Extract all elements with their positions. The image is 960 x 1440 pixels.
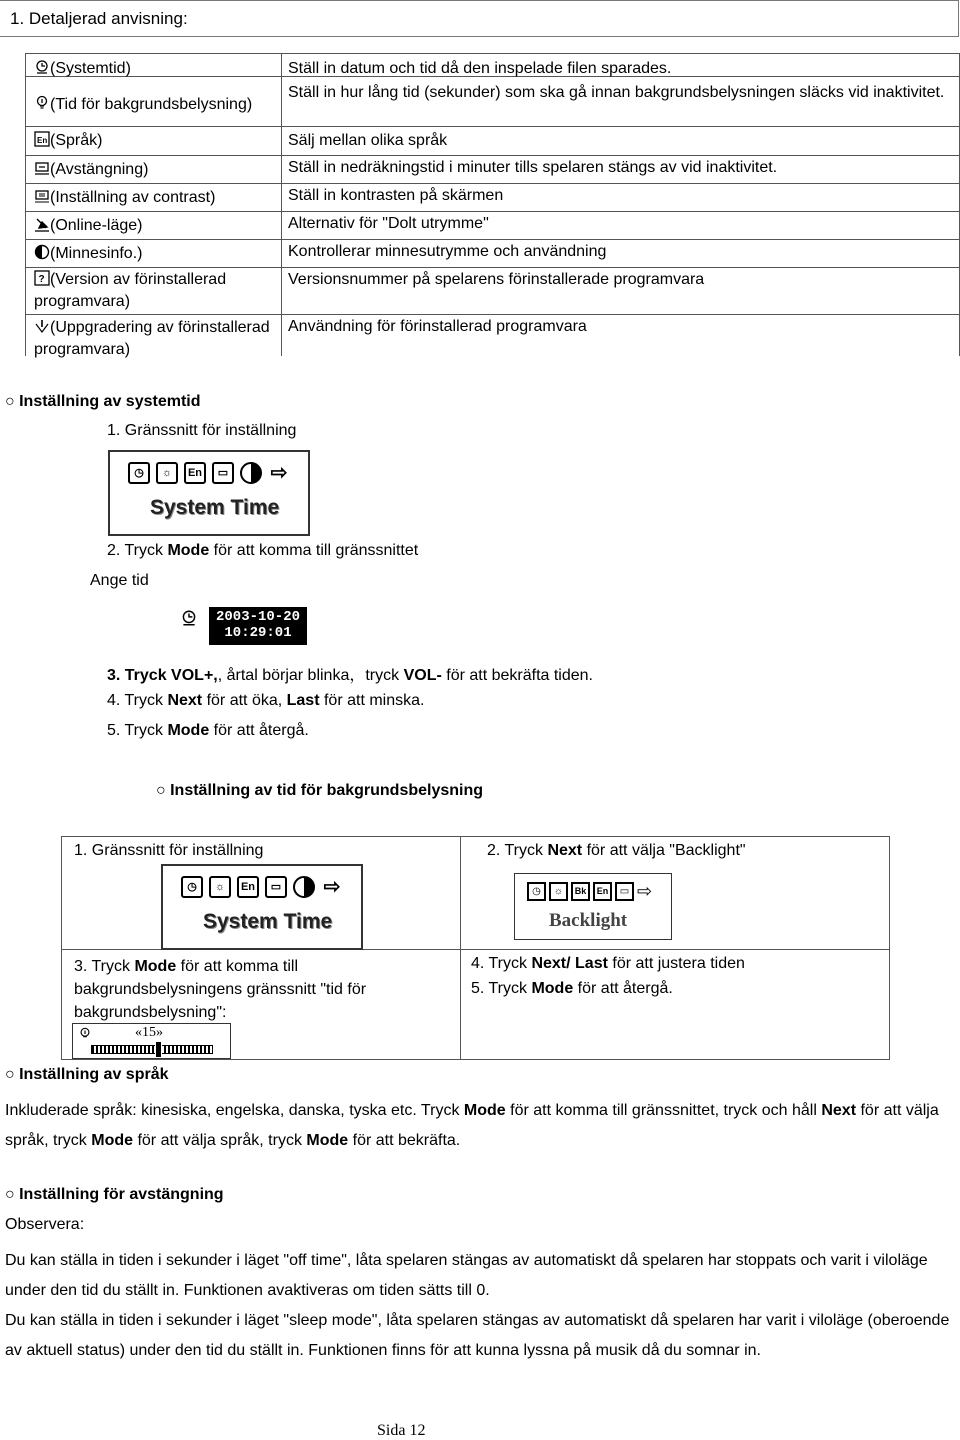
lcd-screenshot: [108, 450, 310, 536]
bk-icon: Bk: [571, 882, 590, 901]
column-divider: [281, 54, 282, 356]
row-label-upgrade: (Uppgradering av förinstallerad programvara): [34, 319, 270, 358]
section-heading-backlight: ○ Inställning av tid för bakgrundsbelysning: [156, 782, 484, 799]
lcd-datetime-display: [209, 607, 307, 645]
row-label-contrast: (Inställning av contrast): [34, 187, 215, 209]
grid-cell-text: 1. Gränssnitt för inställning: [74, 842, 264, 859]
section-header: [0, 0, 959, 37]
language-icon: En: [184, 462, 206, 484]
contrast-icon: [34, 188, 50, 204]
row-divider: [26, 267, 959, 268]
lcd-screenshot: [514, 873, 672, 940]
step-text: 3. Tryck VOL+,, årtal börjar blinka，tryck VOL- för att bekräfta tiden.: [107, 667, 593, 684]
row-divider: [26, 211, 959, 212]
row-desc: Ställ in kontrasten på skärmen: [288, 187, 504, 204]
row-divider: [26, 239, 959, 240]
lcd-caption: System Time: [150, 496, 280, 519]
row-desc: Ställ in nedräkningstid i minuter tills spelaren stängs av vid inaktivitet.: [288, 159, 778, 176]
step-text: 5. Tryck Mode för att återgå.: [107, 722, 309, 739]
grid-cell-text: 3. Tryck Mode för att komma till bakgrundsbelysningens gränssnitt "tid för bakgrundsbelysning":: [74, 958, 367, 1021]
arrow-right-icon: ⇨: [323, 876, 341, 898]
clock-icon: [180, 609, 198, 627]
step-text: 2. Tryck Mode för att komma till gränssnittet: [107, 542, 419, 559]
bulb-icon: ☼: [549, 882, 568, 901]
lcd-screenshot: [161, 864, 363, 950]
row-divider: [26, 126, 959, 127]
step-text: Ange tid: [90, 572, 149, 589]
arrow-right-icon: ⇨: [270, 462, 288, 484]
paragraph: Inkluderade språk: kinesiska, engelska, danska, tyska etc. Tryck Mode för att komma till gränssnittet, tryck och håll Next för att välja språk, tryck Mode för att välja språk, tryck Mode för att bekräfta.: [5, 1102, 939, 1149]
lcd-time: 10:29:01: [224, 625, 292, 641]
row-label-backlight: (Tid för bakgrundsbelysning): [34, 94, 252, 116]
bulb-icon: ☼: [156, 462, 178, 484]
row-label-version: ? (Version av förinstallerad programvara): [34, 271, 227, 310]
step-text: 1. Gränssnitt för inställning: [107, 422, 297, 439]
step-text: 4. Tryck Next för att öka, Last för att minska.: [107, 692, 425, 709]
note-label: Observera:: [5, 1216, 85, 1233]
page-number: Sida 12: [377, 1422, 426, 1439]
row-desc: Ställ in hur lång tid (sekunder) som ska gå innan bakgrundsbelysningen släcks vid inaktivitet.: [288, 84, 945, 101]
bulb-icon: [34, 95, 50, 111]
grid-cell-text: 2. Tryck Next för att välja "Backlight": [487, 842, 746, 859]
contrast-icon: [293, 876, 315, 898]
bulb-icon: ☼: [209, 876, 231, 898]
row-desc: Användning för förinstallerad programvara: [288, 318, 587, 335]
row-label-language: En (Språk): [34, 130, 102, 152]
slider-value: «15»: [135, 1025, 163, 1040]
slider-track: [91, 1045, 213, 1054]
row-desc: Kontrollerar minnesutrymme och användning: [288, 243, 607, 260]
row-desc: Alternativ för "Dolt utrymme": [288, 215, 489, 232]
row-divider: [26, 155, 959, 156]
language-icon: En: [237, 876, 259, 898]
section-heading-language: ○ Inställning av språk: [5, 1066, 169, 1083]
lcd-date: 2003-10-20: [215, 609, 300, 625]
grid-cell-text: 5. Tryck Mode för att återgå.: [471, 980, 673, 997]
lcd-caption: System Time: [203, 910, 333, 933]
clock-icon: ◷: [527, 882, 546, 901]
arrow-right-icon: ⇨: [637, 881, 653, 901]
row-desc: Sälj mellan olika språk: [288, 132, 448, 149]
version-icon: [34, 270, 50, 286]
svg-text:?: ?: [38, 274, 45, 285]
slider-thumb: [155, 1041, 162, 1058]
power-off-icon: ▭: [265, 876, 287, 898]
language-icon: En: [593, 882, 612, 901]
section-heading-shutdown: ○ Inställning för avstängning: [5, 1186, 224, 1203]
row-label-memory: (Minnesinfo.): [34, 243, 142, 265]
row-label-systemtid: (Systemtid): [34, 58, 131, 80]
lcd-icon-row: [527, 882, 652, 901]
paragraph: Du kan ställa in tiden i sekunder i läget "off time", låta spelaren stängas av automatiskt då spelaren har stoppats och varit i viloläge under den tid du ställt in. Funktionen avaktiveras om tiden sätts till 0.: [5, 1252, 928, 1299]
power-off-icon: ▭: [212, 462, 234, 484]
backlight-slider-display: [72, 1023, 231, 1059]
contrast-icon: [240, 462, 262, 484]
svg-text:En: En: [37, 136, 48, 145]
grid-divider: [460, 837, 461, 1059]
paragraph: Du kan ställa in tiden i sekunder i läget "sleep mode", låta spelaren stängas av automatiskt då spelaren har varit i viloläge (oberoende av aktuell status) under den tid du ställt in. Funktionen finns för att kunna lyssna på musik då du somnar in.: [5, 1312, 950, 1359]
row-desc: Ställ in datum och tid då den inspelade filen sparades.: [288, 60, 672, 77]
lcd-icon-row: [181, 876, 343, 898]
row-desc: Versionsnummer på spelarens förinstallerade programvara: [288, 271, 705, 288]
backlight-steps-grid: [61, 836, 890, 1060]
memory-icon: [34, 244, 50, 260]
upgrade-icon: [34, 318, 50, 334]
language-icon: [34, 131, 50, 147]
grid-cell-text: 4. Tryck Next/ Last för att justera tiden: [471, 955, 745, 972]
clock-icon: ◷: [128, 462, 150, 484]
clock-icon: ◷: [181, 876, 203, 898]
section-heading-systemtime: ○ Inställning av systemtid: [5, 393, 201, 410]
lcd-caption: Backlight: [549, 910, 628, 931]
section-title: 1. Detaljerad anvisning:: [10, 9, 188, 28]
online-icon: [34, 216, 50, 232]
lcd-icon-row: [128, 462, 290, 484]
clock-icon: [34, 59, 50, 75]
row-label-shutdown: (Avstängning): [34, 159, 148, 181]
row-label-online: (Online-läge): [34, 215, 142, 237]
power-off-icon: [34, 160, 50, 176]
row-divider: [26, 183, 959, 184]
row-divider: [26, 314, 959, 315]
power-off-icon: ▭: [615, 882, 634, 901]
bulb-icon: [78, 1027, 92, 1041]
settings-table: [25, 53, 960, 356]
